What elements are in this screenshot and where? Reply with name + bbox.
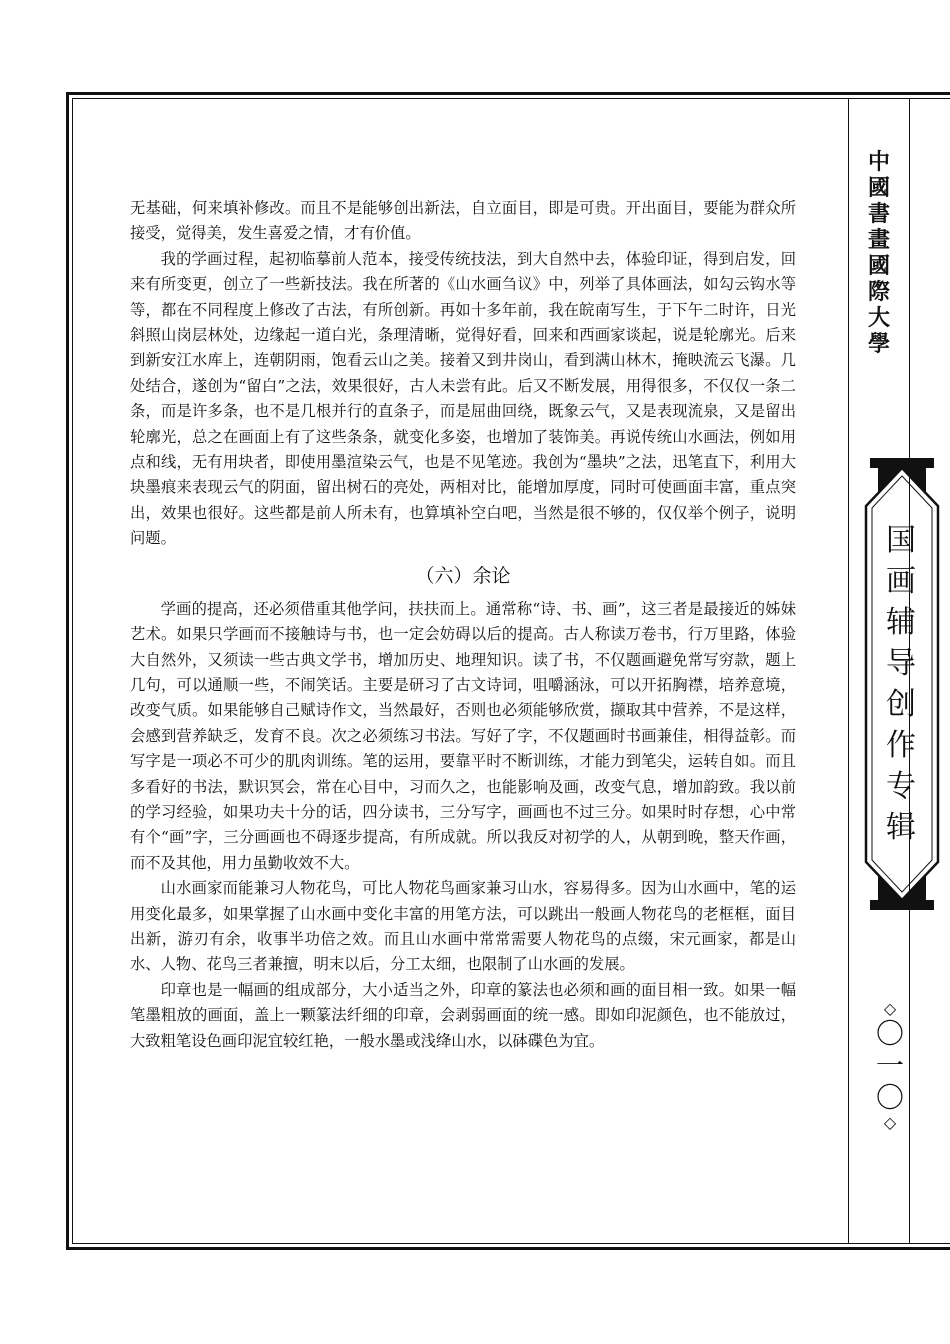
banner-title-char: 作 [886,728,916,763]
paragraph: 我的学画过程，起初临摹前人范本，接受传统技法，到大自然中去，体验印证，得到启发，回来有所变更，创立了一些新技法。我在所著的《山水画刍议》中，列举了具体画法，如勾云钩水等等，都在不同程度上修改了古法，有所创新。再如十多年前，我在皖南写生，于下午二时许，日光斜照山岗层林处，边缘起一道白光，条理清晰，觉得好看，回来和西画家谈起，说是轮廓光。后来到新安江水库上，连朝阴雨，饱看云山之美。接着又到井岗山，看到满山林木，掩映流云飞瀑。几处结合，遂创为“留白”之法，效果很好，古人未尝有此。后又不断发展，用得很多，不仅仅一条二条，而是许多条，也不是几根并行的直条子，而是屈曲回绕，既象云气，又是表现流泉，又是留出轮廓光，总之在画面上有了这些条条，就变化多姿，也增加了装饰美。再说传统山水画法，例如用点和线，无有用块者，即使用墨渲染云气，也是不见笔迹。我创为“墨块”之法，迅笔直下，利用大块墨痕来表现云气的阴面，留出树石的亮处，两相对比，能增加厚度，同时可使画面丰富，重点突出，效果也很好。这些都是前人所未有，也算填补空白吧，当然是很不够的，仅仅举个例子，说明问题。 [130,249,796,548]
university-name [858,150,900,358]
banner-title-char: 导 [886,646,916,681]
page-number-char: 一 [875,1049,904,1082]
university-name-char: 畫 [867,228,890,253]
diamond-icon: ◇ [883,999,897,1018]
university-name-char: 書 [867,202,890,227]
university-name-char: 學 [867,332,890,357]
banner-title-char: 辅 [886,605,916,640]
page-number-char: 〇 [875,1017,904,1050]
paragraph: 学画的提高，还必须借重其他学问，扶扶而上。通常称“诗、书、画”，这三者是最接近的姊妹艺术。如果只学画而不接触诗与书，也一定会妨碍以后的提高。古人称读万卷书，行万里路，体验大自然外，又须读一些古典文学书，增加历史、地理知识。读了书，不仅题画避免常写穷款，题上几句，可以通顺一些，不闹笑话。主要是研习了古文诗词，咀嚼涵泳，可以开拓胸襟，培养意境，改变气质。如果能够自己赋诗作文，当然最好，否则也必须能够欣赏，撷取其中营养，不是这样，会感到营养缺乏，发育不良。次之必须练习书法。写好了字，不仅题画时书画兼佳，相得益彰。而写字是一项必不可少的肌肉训练。笔的运用，要靠平时不断训练，才能力到笔尖，运转自如。而且多看好的书法，默识冥会，常在心目中，习而久之，也能影响及画，改变气息，增加韵致。我以前的学习经验，如果功夫十分的话，四分读书，三分写字，画画也不过三分。如果时时存想，心中常有个“画”字，三分画画也不碍逐步提高，有所成就。所以我反对初学的人，从朝到晚，整天作画，而不及其他，用力虽勤收效不大。 [130,599,796,872]
university-name-char: 際 [867,280,890,305]
university-name-char: 大 [867,306,890,331]
banner-title-char: 辑 [886,810,916,845]
banner-title-char: 创 [886,687,916,722]
banner-bottom-bar [870,900,934,910]
section-heading: （六）余论 [415,564,511,587]
banner-title-char: 画 [886,564,916,599]
university-name-char: 中 [867,150,890,175]
paragraph: 无基础，何来填补修改。而且不是能够创出新法，自立面目，即是可贵。开出面目，要能为群众所接受，觉得美，发生喜爱之情，才有价值。 [130,199,796,243]
paragraph: 印章也是一幅画的组成部分，大小适当之外，印章的篆法也必须和画的面目相一致。如果一幅笔墨粗放的画面，盖上一颗篆法纤细的印章，会剥弱画面的统一感。即如印泥颜色，也不能放过，大致粗笔设色画印泥宜较红艳，一般水墨或浅绛山水，以砵碟色为宜。 [130,980,796,1050]
page-number [866,1000,914,1132]
university-name-char: 國 [867,176,890,201]
banner-title [872,520,930,848]
diamond-icon: ◇ [883,1113,897,1132]
body-text [130,196,796,1054]
university-name-char: 國 [867,254,890,279]
banner-title-char: 专 [886,769,916,804]
banner-title-char: 国 [886,523,916,558]
paragraph: 山水画家而能兼习人物花鸟，可比人物花鸟画家兼习山水，容易得多。因为山水画中，笔的运用变化最多，如果掌握了山水画中变化丰富的用笔方法，可以跳出一般画人物花鸟的老框框，面目出新，游刃有余，收事半功倍之效。而且山水画中常常需要人物花鸟的点缀，宋元画家，都是山水、人物、花鸟三者兼擅，明末以后，分工太细，也限制了山水画的发展。 [130,879,796,974]
page-number-char: 〇 [875,1081,904,1114]
